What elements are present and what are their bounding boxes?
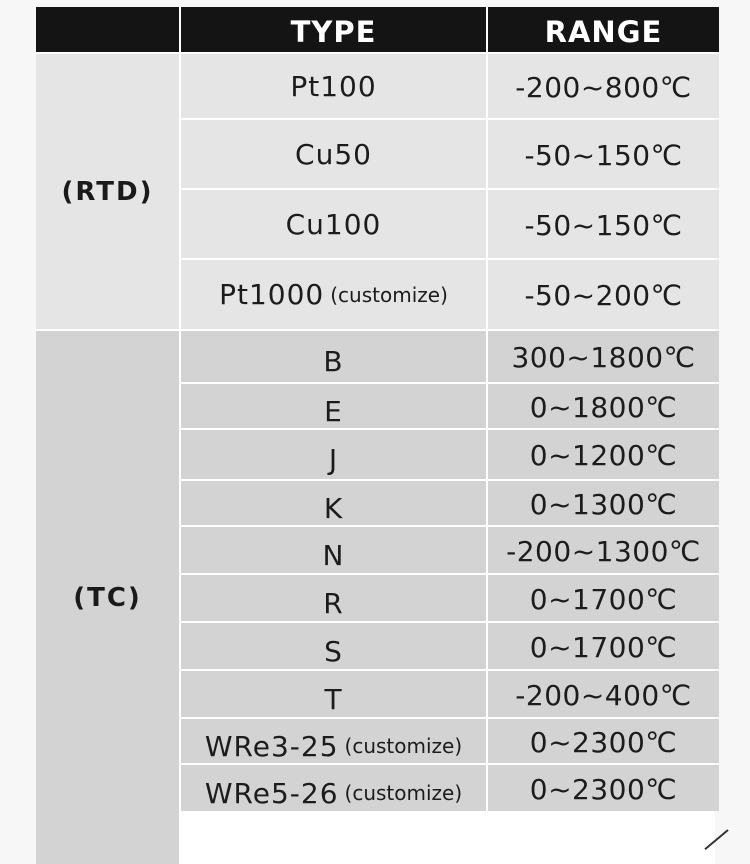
type-cell [181, 190, 486, 258]
type-name: Cu100 [285, 207, 382, 241]
type-cell [181, 719, 486, 763]
type-cell [181, 623, 486, 669]
sensor-range-table [36, 7, 715, 864]
type-name: E [324, 394, 343, 428]
type-name: Pt1000 [219, 278, 325, 311]
type-name: T [324, 682, 343, 716]
group-label-tc: (TC) [36, 331, 179, 864]
range-cell: 0~1700℃ [488, 623, 719, 669]
type-name: WRe5-26 [204, 776, 339, 810]
header-blank [36, 7, 179, 52]
type-cell [181, 671, 486, 717]
header-range: RANGE [488, 7, 719, 52]
type-cell [181, 120, 486, 188]
type-cell [181, 481, 486, 525]
header-type: TYPE [181, 7, 486, 52]
type-cell [181, 331, 486, 382]
range-cell: -200~1300℃ [488, 527, 719, 573]
type-name: Cu50 [295, 137, 372, 171]
range-cell: -200~400℃ [488, 671, 719, 717]
type-cell [181, 430, 486, 479]
range-cell: 0~1200℃ [488, 430, 719, 479]
range-cell: 0~1800℃ [488, 384, 719, 428]
type-name: WRe3-25 [204, 729, 339, 763]
type-name: S [324, 634, 343, 668]
type-cell [181, 765, 486, 811]
type-cell [181, 384, 486, 428]
customize-note: (customize) [344, 734, 463, 758]
type-name: K [323, 491, 344, 525]
type-name: J [328, 443, 339, 476]
type-name: N [322, 538, 345, 572]
range-cell: 0~1700℃ [488, 575, 719, 621]
range-cell: -50~200℃ [488, 260, 719, 329]
range-cell: 0~1300℃ [488, 481, 719, 525]
range-cell: 0~2300℃ [488, 719, 719, 763]
type-cell [181, 575, 486, 621]
customize-note: (customize) [330, 282, 448, 307]
range-cell: 300~1800℃ [488, 331, 719, 382]
range-cell: -50~150℃ [488, 120, 719, 188]
range-cell: -50~150℃ [488, 190, 719, 258]
type-name: R [323, 586, 344, 620]
type-cell [181, 54, 486, 118]
range-cell: -200~800℃ [488, 54, 719, 118]
type-cell [181, 260, 486, 329]
group-label-rtd: (RTD) [36, 54, 179, 329]
type-cell [181, 527, 486, 573]
customize-note: (customize) [344, 781, 463, 805]
type-name: Pt100 [290, 69, 377, 103]
range-cell: 0~2300℃ [488, 765, 719, 811]
type-name: B [323, 345, 344, 378]
